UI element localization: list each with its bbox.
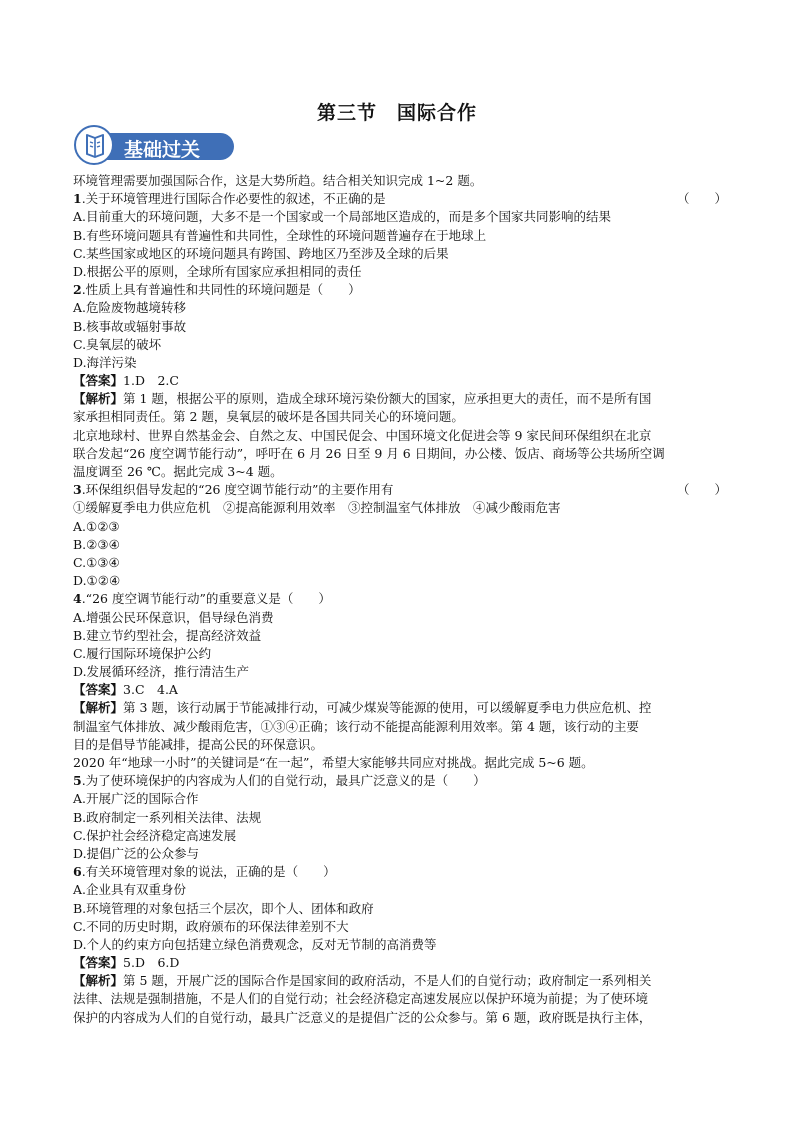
question-number: 1 <box>73 191 82 207</box>
option-a: A.增强公民环保意识，倡导绿色消费 <box>73 609 274 625</box>
option-a: A.危险废物越境转移 <box>73 300 187 316</box>
option-d: D.发展循环经济，推行清洁生产 <box>73 664 250 680</box>
question-stem: .环保组织倡导发起的“26 度空调节能行动”的主要作用有 <box>81 482 394 498</box>
answer-text: 5.D 6.D <box>123 955 180 971</box>
question-stem: .为了使环境保护的内容成为人们的自觉行动，最具广泛意义的是（ ） <box>81 773 486 789</box>
answer-5-6 <box>73 954 721 972</box>
intro-1: 环境管理需要加强国际合作，这是大势所趋。结合相关知识完成 1~2 题。 <box>73 173 483 188</box>
section-badge <box>74 125 234 167</box>
question-3-items: ①缓解夏季电力供应危机 ②提高能源利用效率 ③控制温室气体排放 ④减少酸雨危害 <box>73 500 561 516</box>
answer-tag: 【答案】 <box>73 373 124 389</box>
question-stem: .性质上具有普遍性和共同性的环境问题是（ ） <box>81 282 361 298</box>
option-d: D.提倡广泛的公众参与 <box>73 845 200 861</box>
option-d: D.①②④ <box>73 573 121 589</box>
question-stem: .有关环境管理对象的说法，正确的是（ ） <box>81 864 336 880</box>
page-title: 第三节 国际合作 <box>316 102 477 124</box>
answer-text: 3.C 4.A <box>123 682 178 698</box>
analysis-5-6 <box>73 972 721 990</box>
answer-1-2 <box>73 372 721 390</box>
question-6 <box>73 863 721 881</box>
question-number: 5 <box>73 773 82 789</box>
option-c: C.不同的历史时期，政府颁布的环保法律差别不大 <box>73 918 349 934</box>
question-number: 4 <box>73 591 82 607</box>
option-b: B.②③④ <box>73 536 120 552</box>
answer-tag: 【答案】 <box>73 955 124 971</box>
option-a: A.①②③ <box>73 518 120 534</box>
intro-3: 2020 年“地球一小时”的关键词是“在一起”，希望大家能够共同应对挑战。据此完成 5~6 题。 <box>73 755 594 771</box>
analysis-tag: 【解析】 <box>73 973 124 989</box>
book-icon <box>82 132 108 159</box>
question-number: 6 <box>73 864 82 880</box>
analysis-3-4-cont: 目的是倡导节能减排，提高公民的环保意识。 <box>73 736 324 752</box>
question-number: 3 <box>73 482 82 498</box>
answer-3-4 <box>73 681 721 699</box>
analysis-3-4-cont: 制温室气体排放、减少酸雨危害，①③④正确；该行动不能提高能源利用效率。第 4 题，该行动的主要 <box>73 718 639 734</box>
analysis-text: 第 3 题，该行动属于节能减排行动，可减少煤炭等能源的使用，可以缓解夏季电力供应危机、控 <box>123 700 652 716</box>
option-c: C.臭氧层的破坏 <box>73 336 162 352</box>
answer-text: 1.D 2.C <box>123 373 179 389</box>
question-5 <box>73 772 721 790</box>
analysis-1-2 <box>73 390 721 408</box>
analysis-3-4 <box>73 699 721 717</box>
analysis-1-2-cont: 家承担相同责任。第 2 题，臭氧层的破坏是各国共同关心的环境问题。 <box>73 409 464 425</box>
option-a: A.企业具有双重身份 <box>73 882 187 898</box>
option-c: C.履行国际环境保护公约 <box>73 645 212 661</box>
option-d: D.海洋污染 <box>73 354 137 370</box>
option-a: A.目前重大的环境问题，大多不是一个国家或一个局部地区造成的，而是多个国家共同影响的结果 <box>73 209 612 225</box>
question-1 <box>73 190 728 208</box>
option-a: A.开展广泛的国际合作 <box>73 791 199 807</box>
option-b: B.核事故或辐射事故 <box>73 318 187 334</box>
option-d: D.根据公平的原则，全球所有国家应承担相同的责任 <box>73 263 362 279</box>
exercise-content <box>73 172 728 1027</box>
option-b: B.环境管理的对象包括三个层次，即个人、团体和政府 <box>73 900 374 916</box>
answer-blank: （ ） <box>677 191 728 207</box>
intro-2-line2: 联合发起“26 度空调节能行动”，呼吁在 6 月 26 日至 9 月 6 日期间，办公楼、饭店、商场等公共场所空调 <box>73 445 665 461</box>
option-d: D.个人的约束方向包括建立绿色消费观念，反对无节制的高消费等 <box>73 936 437 952</box>
question-2 <box>73 281 721 299</box>
option-c: C.某些国家或地区的环境问题具有跨国、跨地区乃至涉及全球的后果 <box>73 245 449 261</box>
analysis-5-6-cont: 法律、法规是强制措施，不是人们的自觉行动；社会经济稳定高速发展应以保护环境为前提；为了使环境 <box>73 991 649 1007</box>
option-c: C.①③④ <box>73 554 120 570</box>
answer-tag: 【答案】 <box>73 682 124 698</box>
option-b: B.建立节约型社会，提高经济效益 <box>73 627 262 643</box>
intro-2-line1: 北京地球村、世界自然基金会、自然之友、中国民促会、中国环境文化促进会等 9 家民间环保组织在北京 <box>73 427 652 443</box>
intro-2-line3: 温度调至 26 ℃。据此完成 3~4 题。 <box>73 464 283 480</box>
badge-label: 基础过关 <box>124 139 201 161</box>
badge-icon-circle <box>74 125 114 165</box>
question-stem: .关于环境管理进行国际合作必要性的叙述，不正确的是 <box>81 191 386 207</box>
option-b: B.政府制定一系列相关法律、法规 <box>73 809 262 825</box>
question-stem: .“26 度空调节能行动”的重要意义是（ ） <box>81 591 331 607</box>
analysis-text: 第 5 题，开展广泛的国际合作是国家间的政府活动，不是人们的自觉行动；政府制定一系列相关 <box>123 973 652 989</box>
option-c: C.保护社会经济稳定高速发展 <box>73 827 237 843</box>
question-number: 2 <box>73 282 82 298</box>
question-3 <box>73 481 728 499</box>
analysis-5-6-cont: 保护的内容成为人们的自觉行动，最具广泛意义的是提倡广泛的公众参与。第 6 题，政府既是执行主体， <box>73 1009 652 1025</box>
analysis-text: 第 1 题，根据公平的原则，造成全球环境污染份额大的国家，应承担更大的责任，而不是所有国 <box>123 391 652 407</box>
analysis-tag: 【解析】 <box>73 700 124 716</box>
answer-blank: （ ） <box>677 482 728 498</box>
analysis-tag: 【解析】 <box>73 391 124 407</box>
question-4 <box>73 590 721 608</box>
option-b: B.有些环境问题具有普遍性和共同性，全球性的环境问题普遍存在于地球上 <box>73 227 487 243</box>
